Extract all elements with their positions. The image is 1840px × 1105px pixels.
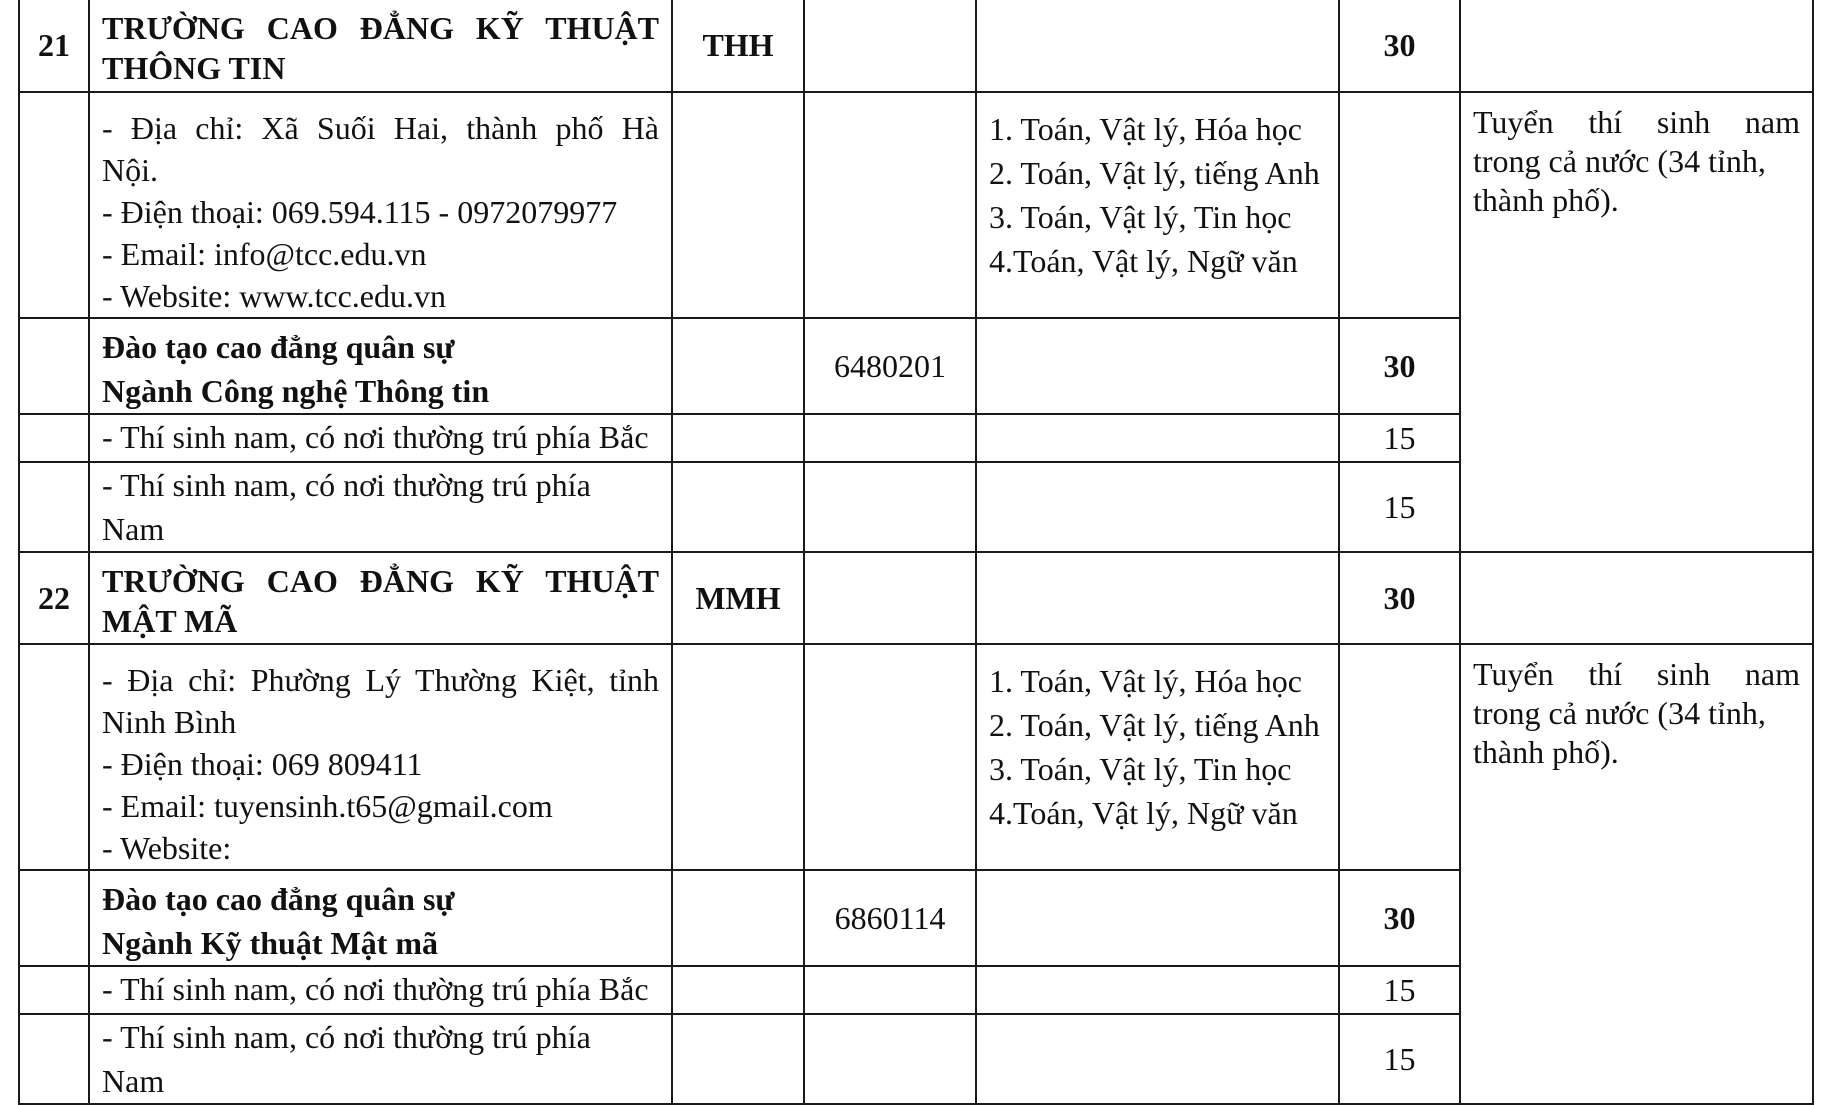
subject-combo: 2. Toán, Vật lý, tiếng Anh [989,155,1320,191]
empty-cell [19,414,89,462]
north-candidates-label: - Thí sinh nam, có nơi thường trú phía Bắc [89,966,672,1014]
empty-cell [976,870,1339,966]
admission-table [18,0,1814,1105]
empty-cell [672,318,804,414]
table-row [19,552,1813,644]
note-line: trong cả nước (34 tỉnh, [1473,695,1766,731]
empty-cell [672,462,804,552]
program-type: Đào tạo cao đẳng quân sự [102,329,455,365]
program-info [89,318,672,414]
subject-combo: 2. Toán, Vật lý, tiếng Anh [989,707,1320,743]
north-quota: 15 [1339,414,1460,462]
subject-combo: 1. Toán, Vật lý, Hóa học [989,663,1302,699]
empty-cell [1460,552,1813,644]
empty-cell [1339,92,1460,318]
north-quota: 15 [1339,966,1460,1014]
subject-combinations [976,92,1339,318]
empty-cell [672,92,804,318]
empty-cell [19,644,89,870]
address-line: - Địa chỉ: Xã Suối Hai, thành phố Hà [102,110,659,146]
empty-cell [804,414,976,462]
subject-combo: 3. Toán, Vật lý, Tin học [989,199,1292,235]
row-number: 22 [19,552,89,644]
school-name: TRƯỜNG CAO ĐẲNG KỸ THUẬT MẬT MÃ [89,552,672,644]
empty-cell [976,1014,1339,1104]
major-code: 6860114 [804,870,976,966]
empty-cell [672,870,804,966]
school-code: THH [672,0,804,92]
program-quota: 30 [1339,318,1460,414]
empty-cell [804,644,976,870]
total-quota: 30 [1339,0,1460,92]
note-line: thành phố). [1473,182,1619,218]
empty-cell [976,414,1339,462]
program-type: Đào tạo cao đẳng quân sự [102,881,455,917]
major-code: 6480201 [804,318,976,414]
empty-cell [19,462,89,552]
phone-line: - Điện thoại: 069 809411 [102,746,423,782]
note-line: trong cả nước (34 tỉnh, [1473,143,1766,179]
program-major: Ngành Công nghệ Thông tin [102,373,490,409]
address-line-cont: Ninh Bình [102,704,237,740]
empty-cell [19,966,89,1014]
south-candidates-label: - Thí sinh nam, có nơi thường trú phía Nam [89,462,672,552]
empty-cell [672,644,804,870]
empty-cell [804,966,976,1014]
empty-cell [1460,0,1813,92]
south-candidates-label: - Thí sinh nam, có nơi thường trú phía Nam [89,1014,672,1104]
subject-combinations [976,644,1339,870]
empty-cell [804,552,976,644]
admission-note [1460,92,1813,552]
note-line: thành phố). [1473,734,1619,770]
empty-cell [976,318,1339,414]
empty-cell [804,1014,976,1104]
school-contact-info [89,92,672,318]
row-number: 21 [19,0,89,92]
north-candidates-label: - Thí sinh nam, có nơi thường trú phía Bắc [89,414,672,462]
empty-cell [19,870,89,966]
table-row [19,92,1813,318]
program-info [89,870,672,966]
empty-cell [19,1014,89,1104]
subject-combo: 4.Toán, Vật lý, Ngữ văn [989,795,1298,831]
address-line-cont: Nội. [102,152,158,188]
phone-line: - Điện thoại: 069.594.115 - 0972079977 [102,194,618,230]
empty-cell [804,462,976,552]
program-quota: 30 [1339,870,1460,966]
table-row [19,0,1813,92]
empty-cell [672,966,804,1014]
empty-cell [804,0,976,92]
program-major: Ngành Kỹ thuật Mật mã [102,925,439,961]
south-quota: 15 [1339,462,1460,552]
empty-cell [976,966,1339,1014]
south-quota: 15 [1339,1014,1460,1104]
school-name: TRƯỜNG CAO ĐẲNG KỸ THUẬT THÔNG TIN [89,0,672,92]
table-row [19,644,1813,870]
empty-cell [672,414,804,462]
empty-cell [976,0,1339,92]
subject-combo: 3. Toán, Vật lý, Tin học [989,751,1292,787]
subject-combo: 4.Toán, Vật lý, Ngữ văn [989,243,1298,279]
note-line: Tuyển thí sinh nam [1473,104,1800,140]
admission-note [1460,644,1813,1104]
school-code: MMH [672,552,804,644]
subject-combo: 1. Toán, Vật lý, Hóa học [989,111,1302,147]
total-quota: 30 [1339,552,1460,644]
empty-cell [1339,644,1460,870]
email-line: - Email: info@tcc.edu.vn [102,236,427,272]
empty-cell [19,318,89,414]
empty-cell [672,1014,804,1104]
empty-cell [976,462,1339,552]
email-line: - Email: tuyensinh.t65@gmail.com [102,788,553,824]
empty-cell [976,552,1339,644]
empty-cell [804,92,976,318]
school-contact-info [89,644,672,870]
website-line: - Website: [102,830,232,866]
empty-cell [19,92,89,318]
note-line: Tuyển thí sinh nam [1473,656,1800,692]
address-line: - Địa chỉ: Phường Lý Thường Kiệt, tỉnh [102,662,659,698]
website-line: - Website: www.tcc.edu.vn [102,278,446,314]
